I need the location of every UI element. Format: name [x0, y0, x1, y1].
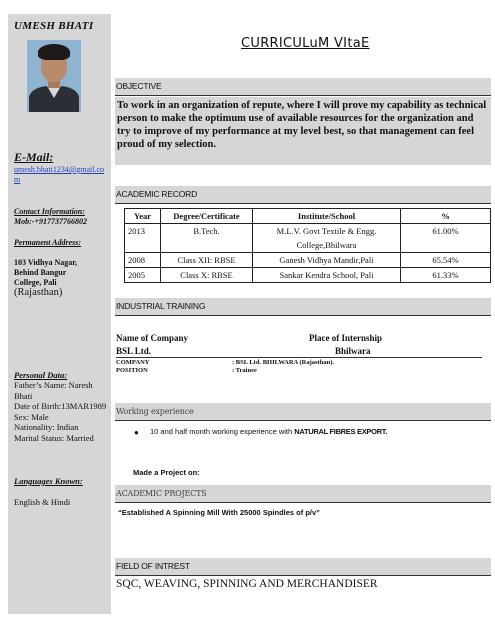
nationality: Nationality: Indian [14, 422, 79, 432]
date-of-birth: Date of Birth:13MAR1989 [14, 401, 107, 411]
cell-year: 2013 [125, 224, 161, 253]
profile-photo [27, 40, 81, 112]
cell-percent: 65.54% [401, 253, 491, 268]
project-made-label: Made a Project on: [133, 468, 200, 477]
marital-status: Marital Status: Married [14, 432, 94, 443]
section-divider [115, 95, 491, 96]
cell-degree: Class X: RBSE [161, 268, 253, 283]
position-key: POSITION [116, 367, 148, 374]
company-value: BSL Ltd. [116, 346, 152, 356]
address-state: (Rajasthan) [14, 287, 63, 298]
cell-institute: Sankar Kendra School, Pali [253, 268, 401, 283]
col-header-institute: Institute/School [253, 209, 401, 224]
personal-data [14, 380, 108, 443]
cell-institute: Ganesh Vidhya Mandir,Pali [253, 253, 401, 268]
section-working-experience: Working experience [115, 403, 491, 420]
institute-line: M.L.V. Govt Textile & Engg. [276, 226, 377, 236]
table-row [125, 253, 491, 268]
col-header-year: Year [125, 209, 161, 224]
mobile-number: Mob:-+917737766802 [14, 217, 87, 226]
section-academic-record: ACADEMIC RECORD [115, 186, 491, 203]
project-title: “Established A Spinning Mill With 25000 Spindles of p/v” [118, 508, 320, 517]
field-of-interest-text: SQC, WEAVING, SPINNING AND MERCHANDISER [116, 578, 378, 590]
email-heading: E-Mail: [14, 150, 54, 164]
father-name: Father’s Name: Naresh Bhati [14, 380, 93, 401]
section-objective: OBJECTIVE [115, 78, 491, 95]
sex: Sex: Male [14, 411, 49, 422]
place-value: Bhilwara [335, 346, 371, 356]
cell-degree: B.Tech. [161, 224, 253, 253]
work-experience-company: NATURAL FIBRES EXPORT. [294, 427, 387, 436]
section-academic-projects: ACADEMIC PROJECTS [115, 485, 491, 502]
training-underline [116, 357, 482, 358]
company-label: Name of Company [116, 333, 188, 343]
contact-heading: Contact Information: [14, 207, 85, 216]
cell-institute [253, 224, 401, 253]
cell-percent: 61.00% [401, 224, 491, 253]
col-header-percent: % [401, 209, 491, 224]
company-detail: : BSL Ltd. BHILWARA (Rajasthan). [232, 359, 334, 366]
table-row [125, 268, 491, 283]
cell-degree: Class XII: RBSE [161, 253, 253, 268]
email-link[interactable]: umesh.bhati1234@gmail.com [14, 165, 105, 184]
work-experience-text: 10 and half month working experience with [150, 427, 295, 436]
document-title: CURRICULuM VItaE [241, 36, 370, 51]
address-block [14, 258, 77, 298]
address-line: 103 Vidhya Nagar, [14, 258, 78, 267]
objective-text: To work in an organization of repute, where I will prove my capability as technical person to make the optimum use of available resources for the organization and try to improve of my performance at my level best, so that management can feel proud of my selection. [115, 97, 491, 165]
address-line: Behind Bangur [14, 268, 67, 277]
personal-data-heading: Personal Data: [14, 370, 68, 380]
table-row [125, 224, 491, 253]
languages-list: English & Hindi [14, 497, 71, 507]
position-detail: : Trainee [232, 367, 257, 374]
institute-line: College,Bhilwara [296, 240, 357, 250]
section-divider [115, 315, 491, 316]
section-divider [115, 575, 491, 576]
languages-heading: Languages Known: [14, 476, 83, 486]
section-industrial-training: INDUSTRIAL TRAINING [115, 298, 491, 315]
academic-table [124, 208, 491, 283]
work-experience-item [150, 427, 387, 436]
candidate-name: UMESH BHATI [14, 20, 94, 32]
bullet-icon: ● [134, 428, 139, 437]
col-header-degree: Degree/Certificate [161, 209, 253, 224]
section-divider [115, 203, 491, 204]
section-field-of-interest: FIELD OF INTREST [115, 558, 491, 575]
cell-percent: 61.33% [401, 268, 491, 283]
address-line: College, Pali [14, 278, 57, 287]
cell-year: 2008 [125, 253, 161, 268]
address-heading: Permanent Address: [14, 238, 82, 247]
table-header-row [125, 209, 491, 224]
section-divider [115, 420, 491, 421]
cell-year: 2005 [125, 268, 161, 283]
section-divider [115, 502, 491, 503]
company-key: COMPANY [116, 359, 150, 366]
place-label: Place of Internship [309, 333, 382, 343]
